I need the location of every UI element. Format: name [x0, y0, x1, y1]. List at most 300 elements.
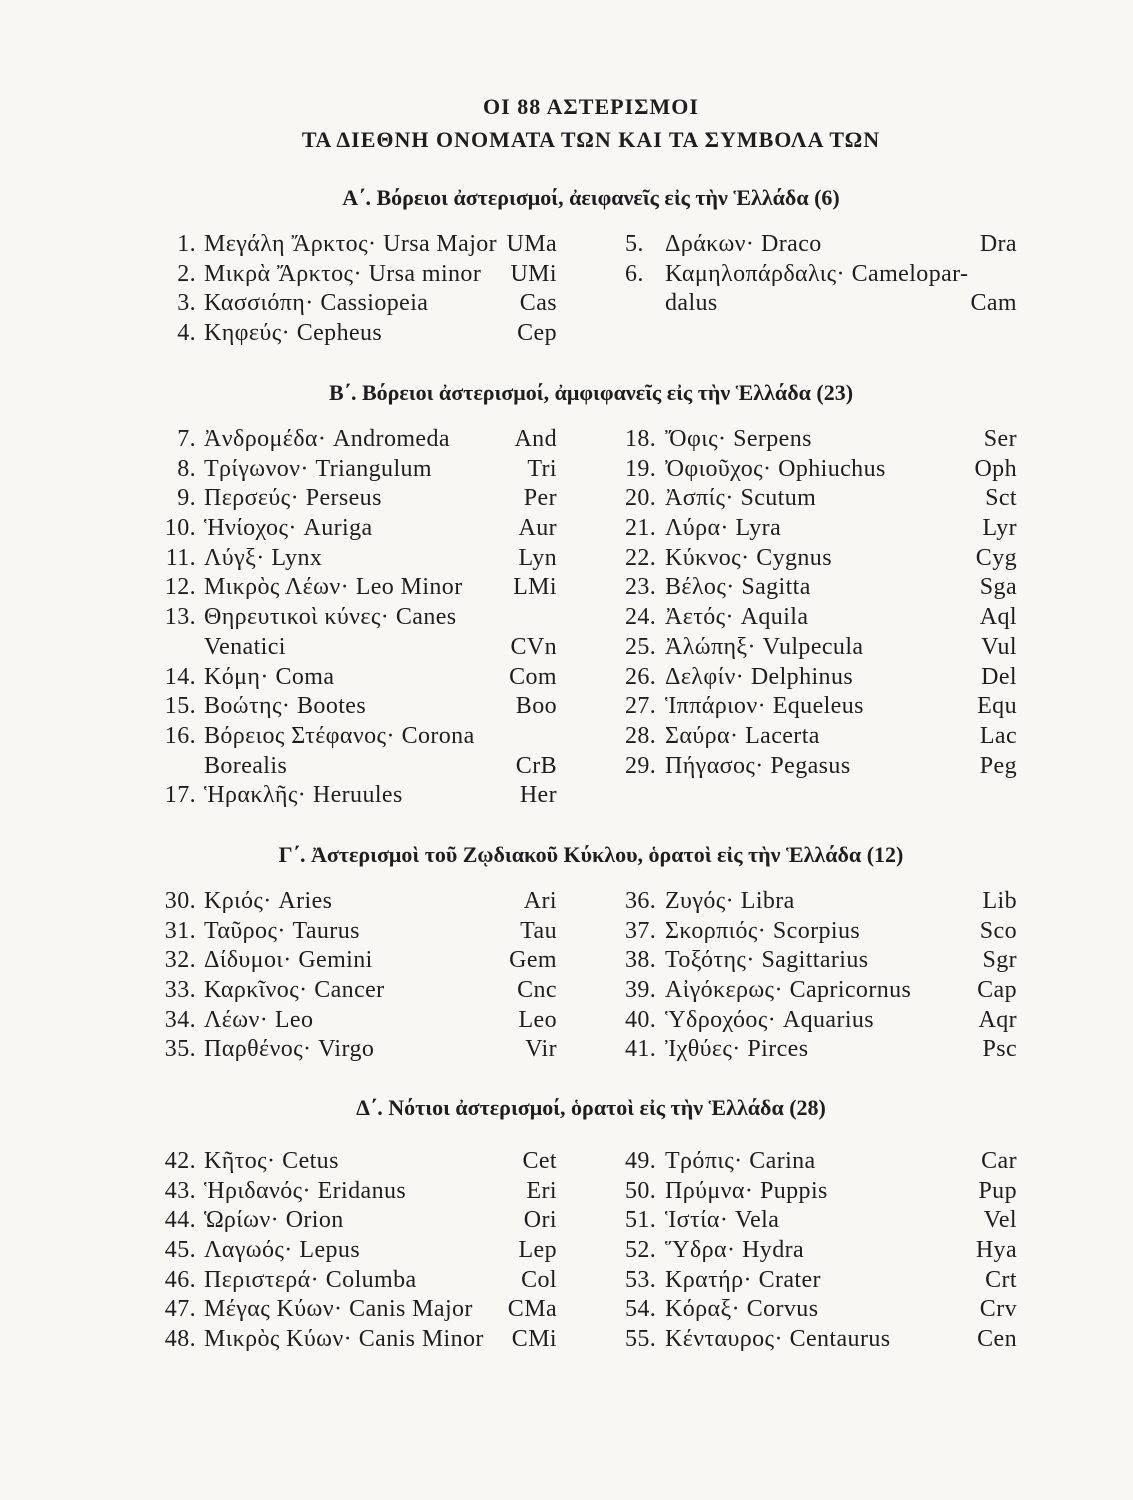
constellation-names	[204, 319, 382, 349]
greek-name: Καμηλοπάρδαλις·	[665, 260, 845, 287]
constellation-number: 19.	[625, 455, 657, 482]
constellation-names	[665, 455, 886, 485]
constellation-names	[204, 573, 463, 603]
latin-name: Cygnus	[756, 544, 832, 571]
constellation-row	[160, 425, 557, 455]
constellation-number: 42.	[164, 1148, 196, 1174]
section-heading-c: Γ΄. Ἀστερισμοὶ τοῦ Ζῳδιακοῦ Κύκλου, ὁρατοὶ εἰς τὴν Ἑλλάδα (12)	[278, 842, 904, 867]
abbreviation: Sga	[979, 574, 1017, 601]
latin-name: Vulpecula	[762, 633, 864, 660]
constellation-row	[625, 1325, 1017, 1355]
latin-name: Andromeda	[333, 426, 450, 452]
constellation-row	[160, 781, 557, 811]
constellation-names	[204, 976, 385, 1006]
constellation-names	[204, 484, 382, 514]
latin-name: Sagitta	[741, 574, 811, 601]
constellation-names	[204, 1035, 374, 1065]
greek-name: Πήγασος·	[665, 752, 764, 779]
constellation-row	[625, 1295, 1017, 1325]
abbreviation: Hya	[975, 1237, 1017, 1264]
abbreviation: Ser	[983, 426, 1017, 452]
abbreviation: Cet	[522, 1148, 557, 1174]
latin-name: Borealis	[204, 752, 288, 779]
constellation-names	[665, 1266, 821, 1296]
section-a-right-column	[625, 230, 1017, 319]
constellation-names	[665, 1236, 804, 1266]
constellation-names	[665, 230, 822, 260]
abbreviation: Tri	[527, 455, 557, 482]
constellation-row-continuation	[160, 752, 557, 782]
constellation-row	[160, 663, 557, 693]
constellation-row	[160, 230, 557, 260]
constellation-number: 45.	[164, 1237, 196, 1264]
constellation-names	[204, 722, 475, 752]
abbreviation: Vel	[983, 1207, 1017, 1234]
constellation-row	[160, 484, 557, 514]
constellation-names	[665, 722, 820, 752]
greek-name: Μικρὸς Κύων·	[204, 1326, 353, 1353]
section-d-right-column	[625, 1147, 1017, 1355]
constellation-names	[665, 544, 832, 574]
constellation-row	[625, 752, 1017, 782]
greek-name: Ὄφις·	[665, 426, 727, 452]
constellation-row	[160, 917, 557, 947]
abbreviation: UMa	[506, 231, 557, 257]
constellation-names	[204, 1266, 417, 1296]
constellation-number: 22.	[625, 544, 657, 571]
greek-name: Κασσιόπη·	[204, 290, 314, 317]
constellation-number: 18.	[625, 426, 657, 452]
constellation-row	[625, 573, 1017, 603]
abbreviation: Leo	[518, 1006, 557, 1033]
latin-name: Scorpius	[772, 917, 861, 944]
constellation-number: 44.	[164, 1207, 196, 1234]
abbreviation: Cyg	[975, 544, 1017, 571]
constellation-number: 25.	[625, 633, 657, 660]
greek-name: Ἰχθύες·	[665, 1036, 741, 1063]
constellation-names	[665, 633, 863, 663]
constellation-names	[665, 514, 781, 544]
constellation-number: 41.	[625, 1036, 657, 1063]
greek-name: Τρόπις·	[665, 1148, 743, 1174]
constellation-names	[665, 1035, 808, 1065]
latin-name: Coma	[275, 663, 335, 690]
abbreviation: CrB	[515, 752, 557, 779]
latin-name: Libra	[740, 888, 795, 914]
constellation-number: 34.	[164, 1006, 196, 1033]
greek-name: Καρκῖνος·	[204, 977, 308, 1004]
constellation-names	[665, 663, 853, 693]
greek-name: Λαγωός·	[204, 1237, 293, 1264]
greek-name: Ζυγός·	[665, 888, 735, 914]
constellation-names	[204, 887, 332, 917]
latin-name: Puppis	[760, 1177, 828, 1204]
constellation-row	[160, 1177, 557, 1207]
constellation-row	[625, 455, 1017, 485]
constellation-number: 35.	[164, 1036, 196, 1063]
greek-name: Τρίγωνον·	[204, 455, 309, 482]
constellation-number: 37.	[625, 917, 657, 944]
latin-name: Aquila	[740, 604, 809, 631]
latin-name: Delphinus	[750, 663, 854, 690]
constellation-row	[160, 289, 557, 319]
constellation-names	[204, 1236, 360, 1266]
constellation-row	[160, 1147, 557, 1177]
constellation-names	[204, 752, 287, 782]
abbreviation: Vir	[525, 1036, 557, 1063]
constellation-number: 8.	[177, 455, 196, 482]
abbreviation: Cam	[970, 290, 1017, 317]
section-heading-d: Δ΄. Νότιοι ἀστερισμοί, ὁρατοὶ εἰς τὴν Ἑλλάδα (28)	[356, 1095, 826, 1120]
greek-name: Σκορπιός·	[665, 917, 767, 944]
latin-name: Leo	[274, 1006, 314, 1033]
constellation-row	[625, 1206, 1017, 1236]
latin-name: Draco	[761, 231, 822, 257]
greek-name: Μικρὸς Λέων·	[204, 574, 349, 601]
constellation-row	[625, 1006, 1017, 1036]
constellation-names	[665, 1147, 816, 1177]
constellation-names	[204, 514, 373, 544]
constellation-number: 16.	[164, 722, 196, 749]
latin-name: dalus	[665, 290, 718, 317]
constellation-row	[160, 603, 557, 633]
constellation-number: 27.	[625, 693, 657, 720]
page-subtitle: ΤΑ ΔΙΕΘΝΗ ΟΝΟΜΑΤΑ ΤΩΝ ΚΑΙ ΤΑ ΣΥΜΒΟΛΑ ΤΩΝ	[301, 127, 881, 152]
constellation-number: 32.	[164, 947, 196, 974]
constellation-row	[625, 1266, 1017, 1296]
abbreviation: Peg	[979, 752, 1017, 779]
constellation-names	[204, 633, 286, 663]
abbreviation: Com	[509, 663, 557, 690]
latin-name: Lepus	[299, 1237, 361, 1264]
abbreviation: Lib	[982, 888, 1017, 914]
abbreviation: Psc	[982, 1036, 1017, 1063]
latin-name: Cetus	[282, 1148, 339, 1174]
abbreviation: Sct	[985, 485, 1017, 512]
constellation-row	[160, 573, 557, 603]
constellation-row	[625, 425, 1017, 455]
constellation-row	[160, 1206, 557, 1236]
constellation-number: 5.	[625, 231, 644, 257]
greek-name: Τοξότης·	[665, 947, 755, 974]
constellation-number: 21.	[625, 515, 657, 542]
constellation-row	[625, 514, 1017, 544]
abbreviation: And	[514, 426, 557, 452]
greek-name: Δίδυμοι·	[204, 947, 292, 974]
constellation-names	[204, 455, 432, 485]
constellation-row	[625, 692, 1017, 722]
constellation-names	[665, 752, 851, 782]
greek-name: Κρατήρ·	[665, 1266, 752, 1293]
latin-name: Eridanus	[317, 1177, 407, 1204]
abbreviation: Per	[523, 485, 557, 512]
constellation-row	[160, 544, 557, 574]
latin-name: Ursa minor	[368, 260, 482, 287]
latin-name: Vela	[735, 1207, 780, 1234]
greek-name: Κένταυρος·	[665, 1326, 783, 1353]
section-heading-b: Β΄. Βόρειοι ἀστερισμοί, ἀμφιφανεῖς εἰς τὴν Ἑλλάδα (23)	[328, 380, 854, 405]
abbreviation: Lep	[518, 1237, 557, 1264]
latin-name: Canis Major	[349, 1296, 473, 1323]
abbreviation: Cas	[519, 290, 557, 317]
constellation-names	[204, 663, 334, 693]
abbreviation: Vul	[981, 633, 1017, 660]
latin-name: Pegasus	[770, 752, 851, 779]
constellation-number: 17.	[164, 782, 196, 809]
greek-name: Λύρα·	[665, 515, 729, 542]
greek-name: Ἡρακλῆς·	[204, 782, 307, 809]
latin-name: Heruules	[312, 782, 403, 809]
constellation-number: 6.	[625, 260, 644, 287]
constellation-number: 1.	[177, 231, 196, 257]
constellation-number: 52.	[625, 1237, 657, 1264]
constellation-number: 36.	[625, 888, 657, 914]
constellation-names	[665, 484, 816, 514]
constellation-names	[204, 946, 373, 976]
abbreviation: Equ	[977, 693, 1017, 720]
constellation-names	[204, 1147, 339, 1177]
greek-name: Περιστερά·	[204, 1266, 320, 1293]
greek-name: Παρθένος·	[204, 1036, 312, 1063]
constellation-row	[160, 1006, 557, 1036]
abbreviation: Car	[981, 1148, 1017, 1174]
latin-name: Capricornus	[789, 977, 912, 1004]
greek-name: Αἰγόκερως·	[665, 977, 783, 1004]
constellation-names	[665, 976, 911, 1006]
abbreviation: Ori	[523, 1207, 557, 1234]
latin-name: Auriga	[303, 515, 373, 542]
abbreviation: Cap	[977, 977, 1017, 1004]
latin-name: Equeleus	[772, 693, 864, 720]
latin-name: Scutum	[740, 485, 817, 512]
latin-name: Sagittarius	[761, 947, 869, 974]
constellation-names	[204, 289, 428, 319]
constellation-number: 29.	[625, 752, 657, 779]
section-d-left-column	[160, 1147, 557, 1355]
latin-name: Hydra	[742, 1237, 805, 1264]
constellation-names	[204, 1177, 406, 1207]
constellation-row	[160, 260, 557, 290]
constellation-row	[625, 976, 1017, 1006]
latin-name: Carina	[749, 1148, 816, 1174]
constellation-number: 15.	[164, 693, 196, 720]
constellation-names	[204, 425, 450, 455]
constellation-names	[204, 1325, 484, 1355]
greek-name: Ἀσπίς·	[665, 485, 734, 512]
abbreviation: Crv	[979, 1296, 1017, 1323]
latin-name: Ursa Major	[383, 231, 498, 257]
constellation-number: 31.	[164, 917, 196, 944]
greek-name: Ὡρίων·	[204, 1207, 279, 1234]
greek-name: Περσεύς·	[204, 485, 299, 512]
constellation-names	[204, 781, 403, 811]
constellation-names	[665, 917, 860, 947]
constellation-number: 38.	[625, 947, 657, 974]
abbreviation: Dra	[979, 231, 1017, 257]
constellation-names	[665, 692, 864, 722]
greek-name: Πρύμνα·	[665, 1177, 754, 1204]
constellation-names	[204, 230, 497, 260]
latin-name: Bootes	[297, 693, 367, 720]
constellation-names	[665, 887, 795, 917]
abbreviation: Ari	[523, 888, 557, 914]
constellation-row	[625, 887, 1017, 917]
constellation-names	[204, 917, 360, 947]
constellation-names	[665, 425, 812, 455]
constellation-number: 23.	[625, 574, 657, 601]
abbreviation: Lyr	[982, 515, 1017, 542]
constellation-names	[204, 1006, 313, 1036]
greek-name: Ἱππάριον·	[665, 693, 766, 720]
abbreviation: CVn	[510, 633, 557, 660]
constellation-number: 11.	[165, 544, 196, 571]
constellation-names	[665, 1325, 890, 1355]
constellation-row	[160, 455, 557, 485]
constellation-number: 49.	[625, 1148, 657, 1174]
constellation-number: 3.	[177, 290, 196, 317]
greek-name: Κῆτος·	[204, 1148, 276, 1174]
latin-name: Crater	[758, 1266, 821, 1293]
constellation-number: 30.	[164, 888, 196, 914]
abbreviation: Pup	[978, 1177, 1017, 1204]
abbreviation: Lyn	[518, 544, 557, 571]
constellation-row	[160, 692, 557, 722]
constellation-row-continuation	[625, 289, 1017, 319]
greek-name: Ἀετός·	[665, 604, 734, 631]
abbreviation: Cnc	[517, 977, 557, 1004]
constellation-names	[665, 1295, 818, 1325]
abbreviation: Her	[519, 782, 557, 809]
constellation-number: 50.	[625, 1177, 657, 1204]
constellation-names	[204, 692, 366, 722]
constellation-number: 48.	[164, 1326, 196, 1353]
constellation-number: 2.	[177, 260, 196, 287]
abbreviation: Aql	[979, 604, 1017, 631]
abbreviation: Del	[981, 663, 1017, 690]
constellation-number: 13.	[164, 604, 196, 631]
latin-name: Leo Minor	[355, 574, 463, 601]
greek-name: Θηρευτικοὶ κύνες·	[204, 604, 390, 631]
greek-name: Βέλος·	[665, 574, 735, 601]
greek-name: Ἡνίοχος·	[204, 515, 297, 542]
latin-name: Aries	[278, 888, 333, 914]
constellation-number: 28.	[625, 722, 657, 749]
latin-name: Lynx	[271, 544, 323, 571]
latin-name: Corvus	[746, 1296, 819, 1323]
section-a-left-column	[160, 230, 557, 349]
constellation-number: 40.	[625, 1006, 657, 1033]
greek-name: Λύγξ·	[204, 544, 265, 571]
constellation-number: 47.	[164, 1296, 196, 1323]
constellation-names	[204, 544, 322, 574]
latin-name: Orion	[285, 1207, 344, 1234]
section-c-left-column	[160, 887, 557, 1065]
abbreviation: Cen	[977, 1326, 1017, 1353]
constellation-row	[160, 722, 557, 752]
constellation-row	[160, 1325, 557, 1355]
constellation-row	[625, 1147, 1017, 1177]
constellation-names	[204, 603, 457, 633]
greek-name: Βόρειος Στέφανος·	[204, 722, 395, 749]
constellation-names	[204, 1206, 344, 1236]
latin-name: Lyra	[735, 515, 782, 542]
constellation-row	[160, 1295, 557, 1325]
constellation-names	[665, 289, 718, 319]
constellation-row	[160, 319, 557, 349]
constellation-names	[665, 1206, 779, 1236]
greek-name: Ἡριδανός·	[204, 1177, 311, 1204]
abbreviation: Aur	[518, 515, 557, 542]
constellation-number: 7.	[177, 426, 196, 452]
constellation-names	[665, 1177, 828, 1207]
abbreviation: Sco	[979, 917, 1017, 944]
latin-name: Camelopar-	[851, 260, 969, 287]
constellation-row-continuation	[160, 633, 557, 663]
constellation-row	[625, 722, 1017, 752]
latin-name: Cepheus	[296, 320, 383, 347]
greek-name: Μέγας Κύων·	[204, 1296, 343, 1323]
greek-name: Ταῦρος·	[204, 917, 286, 944]
constellation-names	[665, 260, 968, 290]
constellation-row	[625, 484, 1017, 514]
greek-name: Μικρὰ Ἄρκτος·	[204, 260, 362, 287]
latin-name: Taurus	[292, 917, 360, 944]
constellation-number: 10.	[164, 515, 196, 542]
abbreviation: Oph	[974, 455, 1017, 482]
constellation-row	[160, 887, 557, 917]
abbreviation: Gem	[509, 947, 557, 974]
section-b-left-column	[160, 425, 557, 811]
constellation-row	[625, 946, 1017, 976]
latin-name: Pirces	[747, 1036, 809, 1063]
constellation-number: 51.	[625, 1207, 657, 1234]
greek-name: Κύκνος·	[665, 544, 750, 571]
abbreviation: Boo	[515, 693, 557, 720]
constellation-names	[204, 1295, 473, 1325]
greek-name: Ὀφιοῦχος·	[665, 455, 772, 482]
constellation-names	[665, 603, 808, 633]
abbreviation: CMi	[511, 1326, 557, 1353]
constellation-row	[625, 1035, 1017, 1065]
constellation-number: 53.	[625, 1266, 657, 1293]
latin-name: Venatici	[204, 633, 286, 660]
abbreviation: Eri	[526, 1177, 557, 1204]
latin-name: Canis Minor	[358, 1326, 484, 1353]
latin-name: Lacerta	[745, 722, 820, 749]
abbreviation: Col	[521, 1266, 557, 1293]
abbreviation: UMi	[510, 260, 557, 287]
abbreviation: Cep	[517, 320, 557, 347]
constellation-number: 43.	[164, 1177, 196, 1204]
greek-name: Κόραξ·	[665, 1296, 740, 1323]
latin-name: Triangulum	[315, 455, 432, 482]
greek-name: Δελφίν·	[665, 663, 745, 690]
constellation-number: 12.	[164, 574, 196, 601]
constellation-names	[665, 1006, 874, 1036]
abbreviation: Aqr	[978, 1006, 1017, 1033]
abbreviation: LMi	[513, 574, 557, 601]
greek-name: Βοώτης·	[204, 693, 291, 720]
greek-name: Ἱστία·	[665, 1207, 729, 1234]
latin-name: Columba	[325, 1266, 417, 1293]
constellation-row	[625, 633, 1017, 663]
abbreviation: CMa	[507, 1296, 557, 1323]
greek-name: Κόμη·	[204, 663, 269, 690]
abbreviation: Tau	[520, 917, 557, 944]
constellation-number: 24.	[625, 604, 657, 631]
constellation-row	[625, 1236, 1017, 1266]
abbreviation: Lac	[979, 722, 1017, 749]
